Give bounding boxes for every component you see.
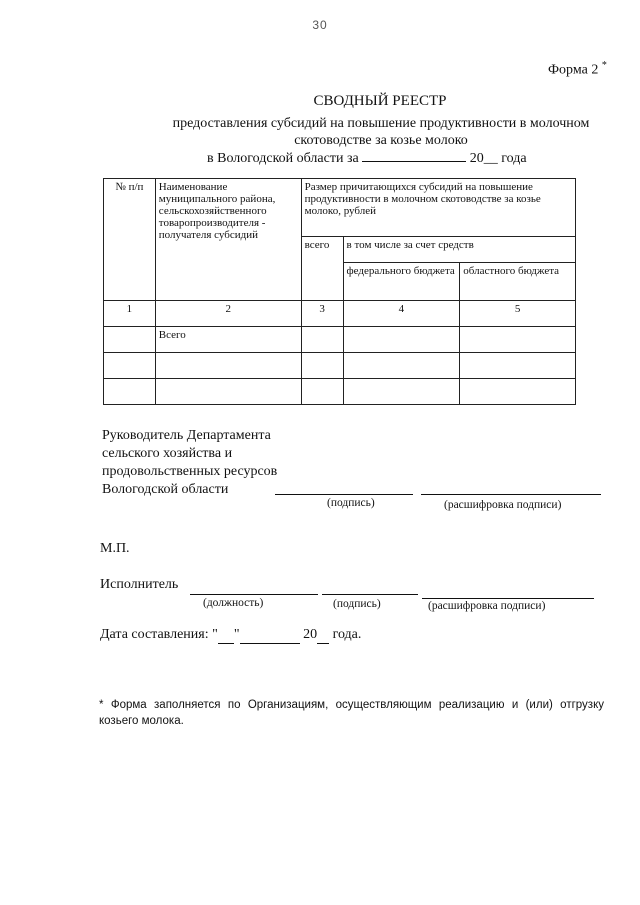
date-suffix: года.: [332, 627, 362, 642]
table-cell: [155, 379, 301, 405]
table-cell: [155, 353, 301, 379]
date-prefix: Дата составления: ": [100, 627, 218, 642]
table-cell: [301, 379, 343, 405]
executor-decode-caption: (расшифровка подписи): [428, 600, 546, 612]
region-prefix: в Вологодской области за: [207, 151, 359, 166]
table-cell: [104, 379, 156, 405]
table-cell: [460, 353, 576, 379]
head-position: Руководитель Департамента сельского хозяйства и продовольственных ресурсов Вологодской области: [102, 428, 278, 497]
table-row: [104, 327, 576, 353]
decode-caption: (расшифровка подписи): [444, 499, 562, 511]
form-label-text: Форма 2: [548, 62, 599, 78]
table-cell: [104, 327, 156, 353]
region-line: [207, 149, 527, 167]
date-year-prefix: 20: [303, 627, 318, 642]
table-cell: [343, 353, 460, 379]
document-title: СВОДНЫЙ РЕЕСТР: [313, 93, 447, 109]
executor-sign-caption: (подпись): [333, 598, 381, 610]
table-cell: [343, 379, 460, 405]
page-number: 30: [312, 18, 328, 32]
header-number: № п/п: [104, 179, 156, 301]
row-total-label: Всего: [155, 327, 301, 353]
table-cell: [301, 353, 343, 379]
date-mid: ": [233, 627, 240, 642]
header-federal: федерального бюджета: [343, 263, 460, 301]
table-cell: [460, 327, 576, 353]
stamp-place: М.П.: [100, 541, 130, 556]
table-cell: [104, 353, 156, 379]
header-name: Наименование муниципального района, сельскохозяйственного товаропроизводителя - получателя субсидий: [155, 179, 301, 301]
signature-line: [275, 494, 413, 495]
column-number-2: 2: [155, 301, 301, 327]
month-blank: [240, 627, 300, 644]
executor-label: Исполнитель: [100, 577, 179, 592]
executor-decode-line: [422, 598, 594, 599]
executor-position-line: [190, 594, 318, 595]
period-blank: [362, 149, 466, 162]
column-number-3: 3: [301, 301, 343, 327]
column-number-4: 4: [343, 301, 460, 327]
header-regional: областного бюджета: [460, 263, 576, 301]
table-cell: [343, 327, 460, 353]
decode-line: [421, 494, 601, 495]
header-total: всего: [301, 237, 343, 301]
table-row: [104, 353, 576, 379]
form-footnote-mark: *: [601, 60, 607, 71]
region-year: 20__ года: [469, 151, 527, 166]
registry-table: [103, 178, 576, 405]
executor-position-caption: (должность): [203, 597, 264, 609]
year-blank: [317, 627, 329, 644]
sign-caption: (подпись): [327, 497, 375, 509]
footnote: * Форма заполняется по Организациям, осуществляющим реализацию и (или) отгрузку козьего молока.: [99, 699, 604, 727]
date-line: [100, 627, 361, 644]
day-blank: [218, 627, 234, 644]
table-cell: [460, 379, 576, 405]
form-label: [548, 60, 607, 79]
header-including: в том числе за счет средств: [343, 237, 575, 263]
column-number-5: 5: [460, 301, 576, 327]
document-subtitle: предоставления субсидий на повышение продуктивности в молочном скотоводстве за козье молоко: [172, 116, 590, 148]
table-cell: [301, 327, 343, 353]
table-row: [104, 379, 576, 405]
column-number-1: 1: [104, 301, 156, 327]
header-amount: Размер причитающихся субсидий на повышение продуктивности в молочном скотоводстве за козье молоко, рублей: [301, 179, 575, 237]
executor-sign-line: [322, 594, 418, 595]
